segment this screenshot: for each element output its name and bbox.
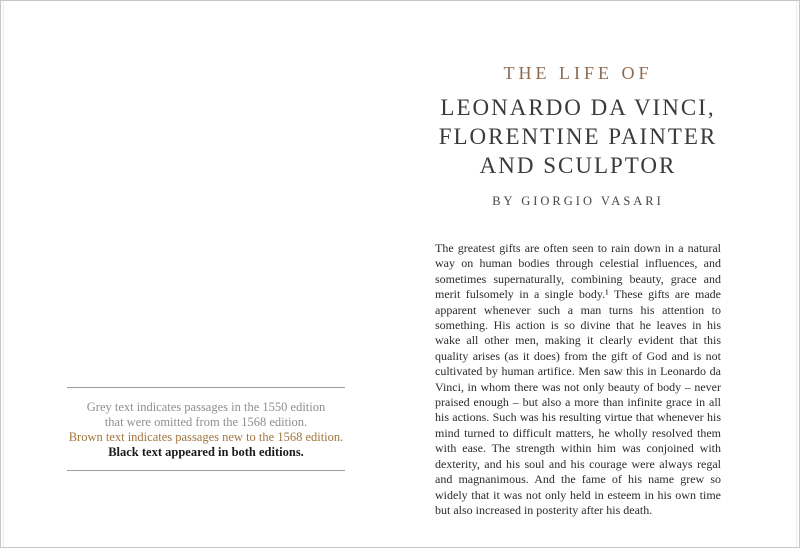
edition-note-line-1550: Grey text indicates passages in the 1550 edition	[86, 400, 326, 414]
byline: BY GIORGIO VASARI	[492, 194, 664, 208]
edition-note-line-black: Black text appeared in both editions.	[108, 445, 304, 459]
title-line-1: LEONARDO DA VINCI,	[440, 95, 716, 120]
edition-note-line-brown: Brown text indicates passages new to the 1568 edition.	[68, 430, 344, 444]
body-paragraph: The greatest gifts are often seen to rain down in a natural way on human bodies through celestial influences, and sometimes supernaturally, combining beauty, grace and merit fulsomely in a single body.¹ These gifts are made apparent whenever such a man turns his attention to something. His action is so divine that he leaves in his wake all other men, making it clearly evident that this quality arises (as it does) from the gift of God and is not cultivated by human artifice. Men saw this in Leonardo da Vinci, in whom there was not only beauty of body – never praised enough – but also a more than infinite grace in all his actions. Such was his resulting virtue that whenever his mind turned to difficult matters, he wholly resolved them with ease. The strength within him was conjoined with dexterity, and his soul and his courage were always regal and magnanimous. And the fame of his name grew so widely that it was not only held in esteem in his own time but also increased in posterity after his death.	[435, 241, 721, 517]
chapter-kicker: THE LIFE OF	[503, 63, 653, 83]
edition-note-line-omitted: that were omitted from the 1568 edition.	[104, 415, 308, 429]
right-page	[401, 1, 800, 547]
title-line-2: FLORENTINE PAINTER	[438, 124, 718, 149]
left-page	[1, 1, 401, 547]
edition-note	[67, 387, 345, 471]
title-block	[435, 63, 721, 209]
title-line-3: AND SCULPTOR	[479, 153, 677, 178]
